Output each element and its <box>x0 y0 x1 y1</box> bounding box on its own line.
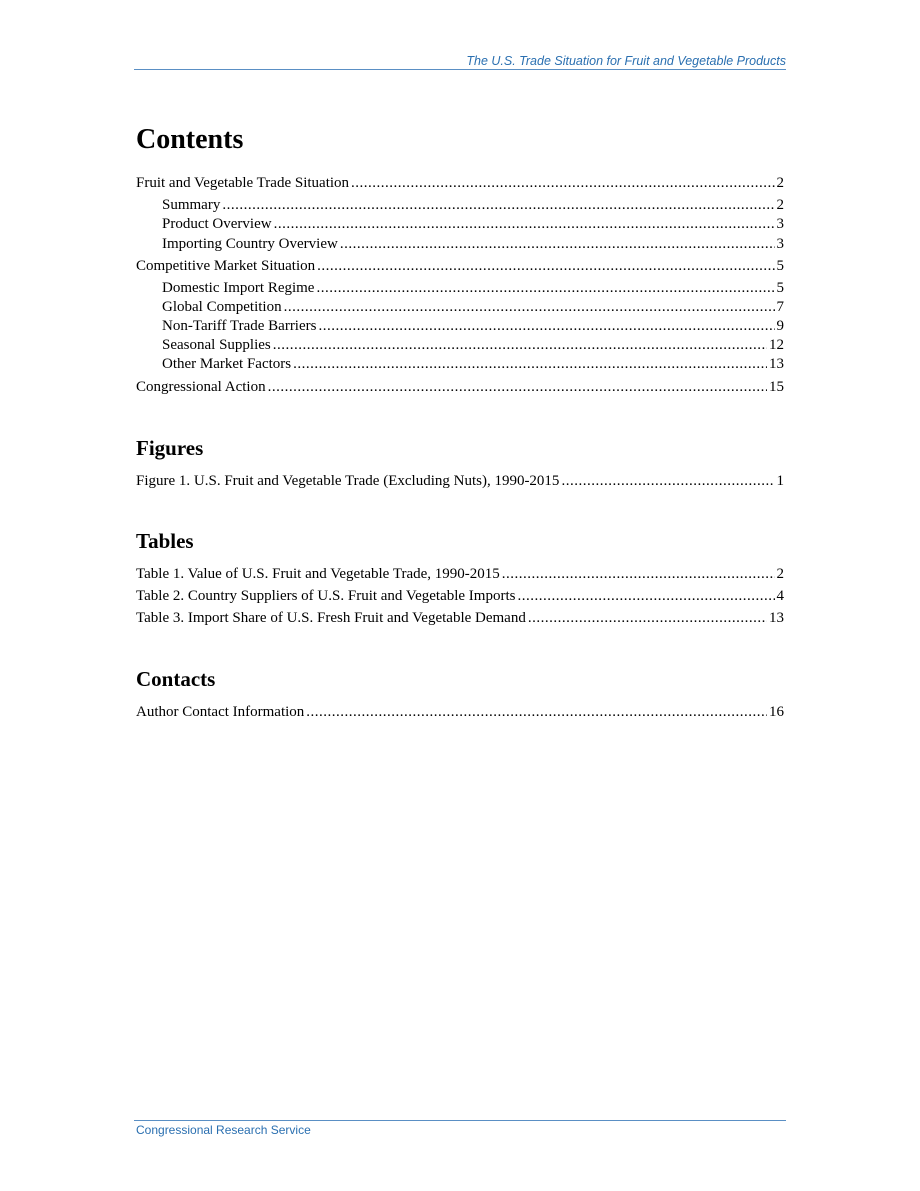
toc-entry-title: Domestic Import Regime <box>162 280 315 296</box>
toc-entry-page: 5 <box>776 258 784 274</box>
toc-entry-title: Global Competition <box>162 299 282 315</box>
dot-leader <box>340 234 775 254</box>
toc-entry-page: 3 <box>776 236 784 252</box>
toc-entry-title: Author Contact Information <box>136 704 305 720</box>
toc-entry[interactable] <box>162 195 784 215</box>
figure-entry[interactable] <box>136 471 784 491</box>
toc-entry-page: 7 <box>776 299 784 315</box>
toc-entry-title: Importing Country Overview <box>162 236 338 252</box>
toc-entry-title: Fruit and Vegetable Trade Situation <box>136 175 350 191</box>
toc-entry-page: 5 <box>776 280 784 296</box>
dot-leader <box>293 354 767 374</box>
toc-entry-page: 4 <box>776 588 784 604</box>
contacts-heading: Contacts <box>136 667 216 691</box>
toc-entry-title: Table 3. Import Share of U.S. Fresh Fruit and Vegetable Demand <box>136 610 526 626</box>
header-rule <box>134 69 786 70</box>
running-header: The U.S. Trade Situation for Fruit and Vegetable Products <box>466 54 786 68</box>
table-entry[interactable] <box>136 564 784 584</box>
running-footer: Congressional Research Service <box>136 1123 311 1137</box>
toc-entry-title: Summary <box>162 197 221 213</box>
toc-entry-page: 1 <box>776 473 784 489</box>
toc-entry[interactable] <box>162 234 784 254</box>
table-entry[interactable] <box>136 608 784 628</box>
toc-entry-page: 2 <box>776 197 784 213</box>
toc-entry[interactable] <box>136 377 784 397</box>
toc-entry-page: 3 <box>776 216 784 232</box>
dot-leader <box>273 335 767 355</box>
toc-entry[interactable] <box>162 354 784 374</box>
dot-leader <box>351 173 774 193</box>
toc-entry-title: Product Overview <box>162 216 272 232</box>
toc-entry-title: Competitive Market Situation <box>136 258 316 274</box>
toc-entry[interactable] <box>162 335 784 355</box>
toc-entry[interactable] <box>136 256 784 276</box>
dot-leader <box>268 377 767 397</box>
footer-rule <box>134 1120 786 1121</box>
toc-entry-page: 12 <box>769 337 784 353</box>
toc-entry[interactable] <box>162 278 784 298</box>
toc-entry-title: Seasonal Supplies <box>162 337 271 353</box>
toc-entry-title: Table 2. Country Suppliers of U.S. Fruit and Vegetable Imports <box>136 588 516 604</box>
toc-entry-page: 13 <box>769 356 784 372</box>
dot-leader <box>316 278 774 298</box>
toc-entry-title: Non-Tariff Trade Barriers <box>162 318 317 334</box>
contents-heading: Contents <box>136 124 244 155</box>
toc-entry[interactable] <box>162 316 784 336</box>
toc-entry-page: 2 <box>776 175 784 191</box>
toc-entry-page: 9 <box>776 318 784 334</box>
figures-heading: Figures <box>136 436 204 460</box>
toc-entry-page: 13 <box>769 610 784 626</box>
toc-entry[interactable] <box>136 173 784 193</box>
dot-leader <box>317 256 774 276</box>
toc-entry-title: Congressional Action <box>136 379 266 395</box>
dot-leader <box>318 316 774 336</box>
dot-leader <box>284 297 775 317</box>
toc-entry[interactable] <box>162 214 784 234</box>
dot-leader <box>306 702 767 722</box>
toc-entry-page: 16 <box>769 704 784 720</box>
dot-leader <box>517 586 774 606</box>
contact-entry[interactable] <box>136 702 784 722</box>
dot-leader <box>502 564 775 584</box>
dot-leader <box>561 471 774 491</box>
toc-entry-page: 15 <box>769 379 784 395</box>
toc-entry-page: 2 <box>776 566 784 582</box>
table-entry[interactable] <box>136 586 784 606</box>
toc-entry-title: Figure 1. U.S. Fruit and Vegetable Trade (Excluding Nuts), 1990-2015 <box>136 473 560 489</box>
toc-entry-title: Other Market Factors <box>162 356 292 372</box>
dot-leader <box>274 214 775 234</box>
toc-entry[interactable] <box>162 297 784 317</box>
toc-entry-title: Table 1. Value of U.S. Fruit and Vegetable Trade, 1990-2015 <box>136 566 500 582</box>
dot-leader <box>222 195 774 215</box>
tables-heading: Tables <box>136 529 194 553</box>
dot-leader <box>528 608 767 628</box>
